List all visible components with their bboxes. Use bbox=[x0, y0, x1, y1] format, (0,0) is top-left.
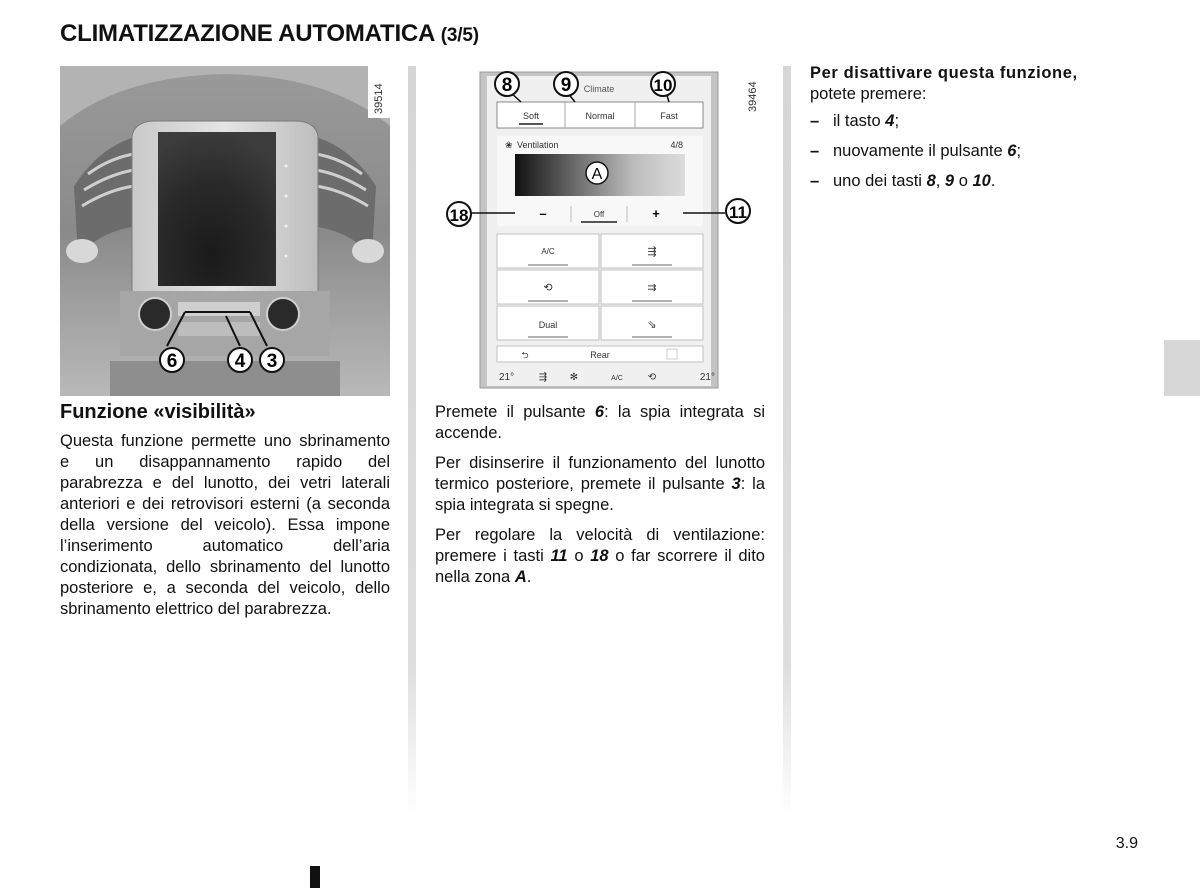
climate-screen-figure bbox=[445, 66, 765, 396]
ref-4: 4 bbox=[885, 112, 895, 130]
ref-6: 6 bbox=[1007, 142, 1017, 160]
callout-9-label: 9 bbox=[560, 75, 572, 96]
mode-normal[interactable]: Normal bbox=[585, 111, 615, 121]
air-distribution-face-icon[interactable]: ⇉ bbox=[647, 282, 657, 294]
section-thumb-tab bbox=[1164, 340, 1200, 396]
ventilation-icon: ❀ bbox=[505, 140, 513, 150]
text-run: il tasto bbox=[833, 112, 886, 130]
dashboard-illustration bbox=[60, 66, 390, 396]
ref-6: 6 bbox=[594, 403, 605, 421]
visibility-paragraph: Questa funzione permette uno sbrinamento e un disappannamento rapido del parabrezza e del lunotto, dei vetri laterali anteriori e dei retrovisori esterni (a seconda della versione del veicolo). Essa impone l’inserimento automatico dell’aria condizionata, dello sbrinamento del lunotto posteriore e, a seconda del veicolo, dello sbrinamento elettrico del parabrezza. bbox=[60, 432, 390, 618]
list-item bbox=[810, 141, 1142, 162]
text-run: o bbox=[567, 547, 591, 565]
text-run: , bbox=[935, 172, 945, 190]
text-run: ; bbox=[894, 112, 900, 130]
text-run: : la spia integrata si spegne. bbox=[435, 475, 765, 514]
air-distribution-feet-icon[interactable]: ⇘ bbox=[647, 319, 657, 331]
text-run: uno dei tasti bbox=[833, 172, 927, 190]
ref-10: 10 bbox=[972, 172, 991, 190]
callout-a-label: A bbox=[591, 166, 603, 183]
back-icon[interactable]: ⮌ bbox=[521, 350, 529, 360]
ventilation-minus-button[interactable]: – bbox=[539, 206, 547, 221]
ventilation-level: 4/8 bbox=[670, 140, 683, 150]
column-instructions bbox=[435, 402, 765, 597]
instruction-paragraph-1 bbox=[435, 402, 765, 444]
instruction-paragraph-3 bbox=[435, 525, 765, 588]
text-run: Premete il pulsante bbox=[435, 403, 595, 421]
air-distribution-windscreen-icon[interactable]: ⇶ bbox=[647, 246, 657, 258]
column-divider-2 bbox=[783, 66, 791, 816]
ref-11: 11 bbox=[550, 547, 568, 565]
ventilation-off-button[interactable]: Off bbox=[593, 210, 605, 219]
column-deactivate bbox=[810, 63, 1142, 201]
instruction-paragraph-2 bbox=[435, 453, 765, 516]
recirculation-icon[interactable]: ⟲ bbox=[543, 282, 553, 294]
callout-6-label: 6 bbox=[166, 351, 178, 372]
ref-18: 18 bbox=[590, 547, 609, 565]
callout-3-label: 3 bbox=[266, 351, 278, 372]
callout-8-label: 8 bbox=[501, 75, 513, 96]
ref-8: 8 bbox=[926, 172, 936, 190]
status-air-icon: ⇶ bbox=[538, 372, 548, 383]
deactivate-list bbox=[810, 111, 1142, 192]
dashboard-figure bbox=[60, 66, 390, 396]
callout-10-label: 10 bbox=[653, 76, 673, 95]
list-item bbox=[810, 111, 1142, 132]
climate-screen-illustration bbox=[445, 66, 765, 396]
callout-11-label: 11 bbox=[729, 203, 747, 222]
text-run: Per disinserire il funzionamento del lunotto termico posteriore, premete il pulsante bbox=[435, 454, 765, 493]
ventilation-plus-button[interactable]: + bbox=[652, 206, 660, 221]
status-right-temp: 21° bbox=[699, 372, 715, 383]
rear-button[interactable]: Rear bbox=[590, 350, 610, 360]
callout-18-label: 18 bbox=[449, 206, 469, 225]
list-item bbox=[810, 171, 1142, 192]
figure1-ref: 39514 bbox=[373, 83, 385, 114]
text-run: ; bbox=[1016, 142, 1022, 160]
dual-button[interactable]: Dual bbox=[538, 320, 558, 330]
page-number: 3.9 bbox=[1115, 835, 1138, 852]
status-fan-icon: ✻ bbox=[569, 372, 579, 383]
text-run: . bbox=[526, 568, 532, 586]
mode-soft[interactable]: Soft bbox=[522, 111, 540, 121]
figure2-ref: 39464 bbox=[747, 81, 759, 112]
text-run: o bbox=[954, 172, 973, 190]
status-ac: A/C bbox=[611, 375, 623, 382]
page-edge-mark bbox=[310, 866, 320, 888]
deactivate-intro bbox=[810, 63, 1142, 84]
status-recirculation-icon: ⟲ bbox=[647, 372, 657, 383]
callout-4-label: 4 bbox=[234, 351, 246, 372]
dash: – bbox=[810, 172, 820, 190]
mode-fast[interactable]: Fast bbox=[660, 111, 678, 121]
dash: – bbox=[810, 112, 820, 130]
ventilation-label: Ventilation bbox=[517, 140, 559, 150]
dash: – bbox=[810, 142, 820, 160]
page-title-suffix: (3/5) bbox=[440, 25, 479, 46]
text-run: nuovamente il pulsante bbox=[833, 142, 1008, 160]
page-title bbox=[60, 20, 479, 48]
column-divider-1 bbox=[408, 66, 416, 816]
ref-9: 9 bbox=[944, 172, 955, 190]
text-run: o far scorrere il dito nella zona bbox=[435, 547, 765, 586]
ref-3: 3 bbox=[731, 475, 741, 493]
page-title-text: CLIMATIZZAZIONE AUTOMATICA bbox=[60, 20, 435, 47]
deactivate-lead-rest: potete premere: bbox=[810, 85, 927, 103]
section-heading: Funzione «visibilità» bbox=[60, 401, 256, 423]
column-visibility bbox=[60, 402, 390, 629]
status-left-temp: 21° bbox=[499, 372, 515, 383]
text-run: . bbox=[990, 172, 996, 190]
text-run: Per regolare la velocità di ventilazione: premere i tasti bbox=[435, 526, 765, 565]
screen-title: Climate bbox=[583, 84, 615, 94]
deactivate-lead: Per disattivare questa funzione, bbox=[810, 64, 1078, 82]
ac-button[interactable]: A/C bbox=[541, 247, 555, 256]
text-run: : la spia integrata si accende. bbox=[435, 403, 765, 442]
ref-a: A bbox=[514, 568, 527, 586]
